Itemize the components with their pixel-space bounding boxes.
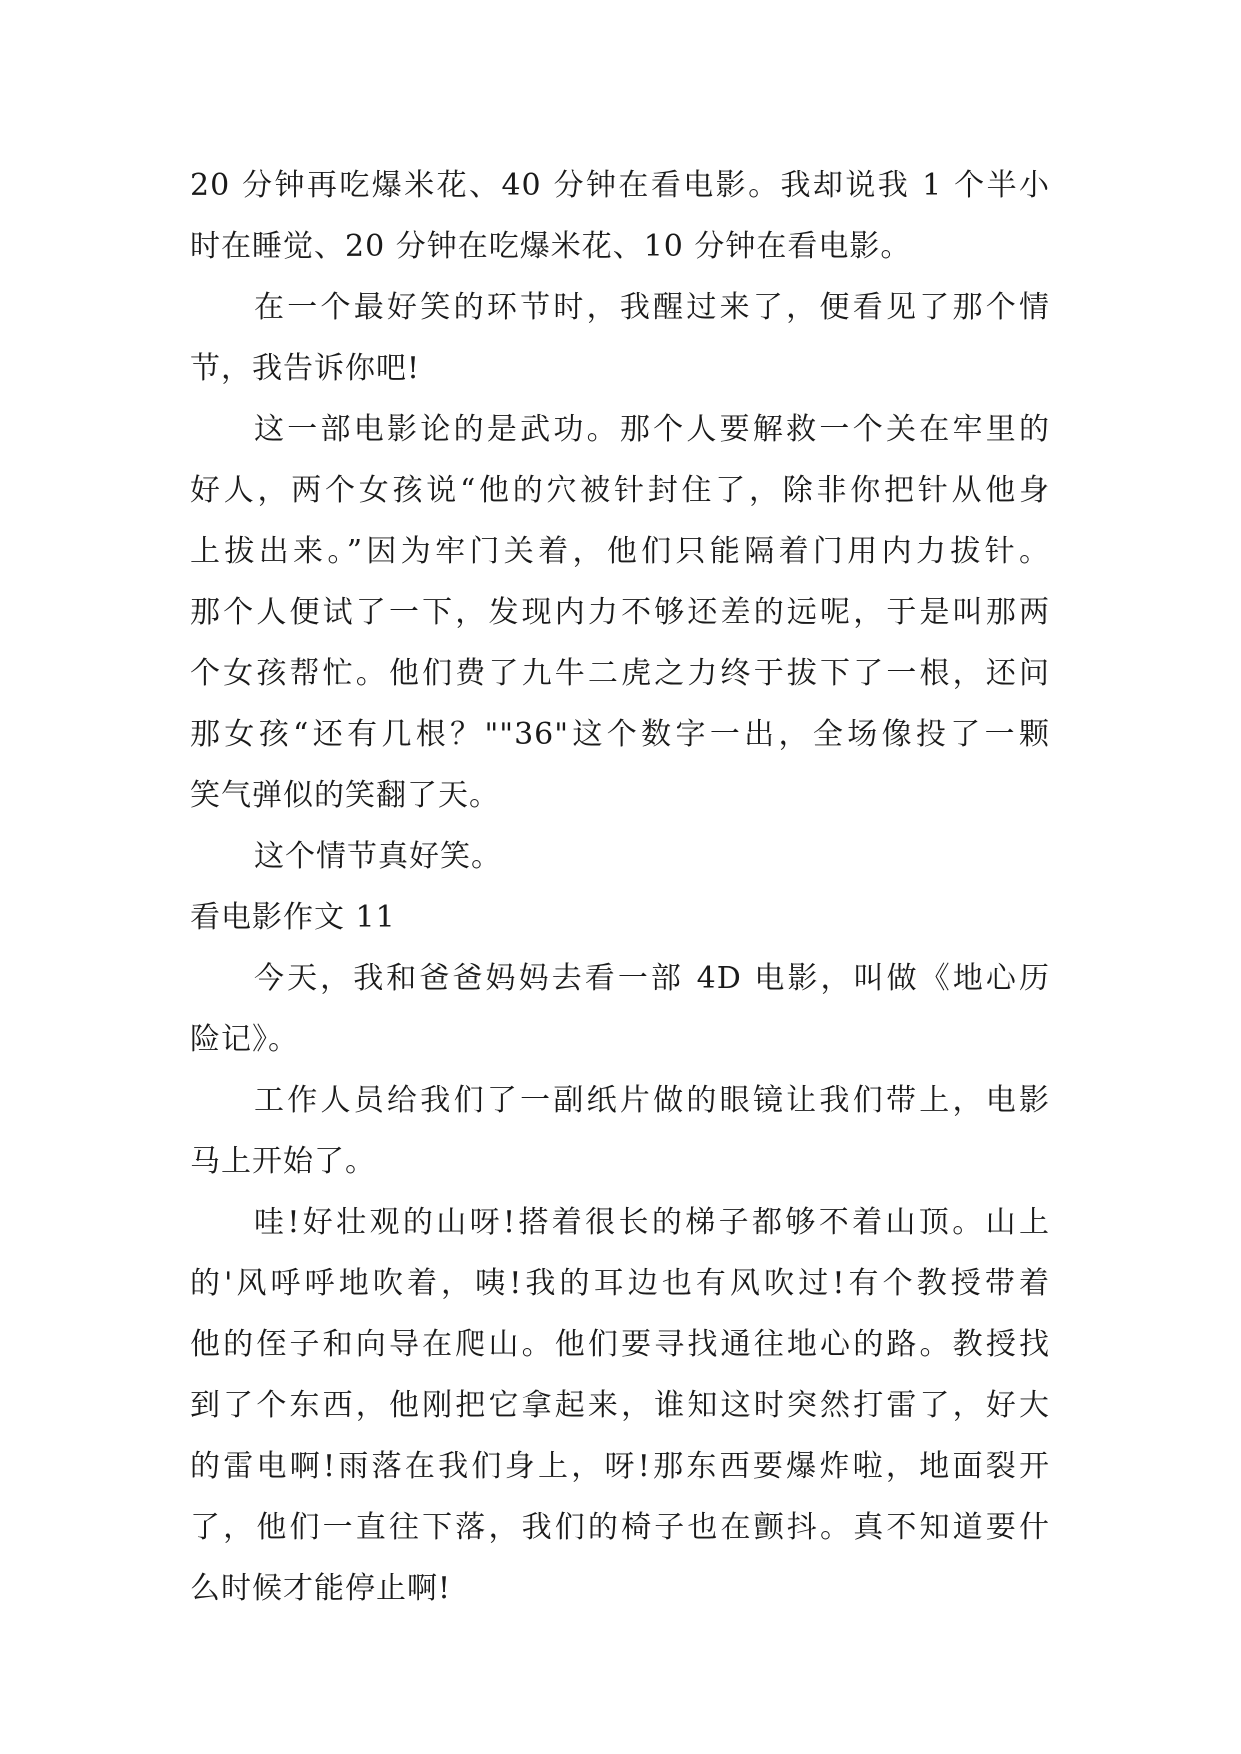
text-line: 么时候才能停止啊! bbox=[190, 1571, 452, 1606]
text-line: 那个人便试了一下，发现内力不够还差的远呢，于是叫那两 bbox=[190, 595, 1050, 630]
text-line: 20 分钟再吃爆米花、40 分钟在看电影。我却说我 1 个半小 bbox=[190, 168, 1050, 203]
paragraph-start-line: 工作人员给我们了一副纸片做的眼镜让我们带上，电影 bbox=[254, 1083, 1050, 1118]
section-heading: 看电影作文 11 bbox=[190, 900, 396, 935]
paragraph-start-line: 在一个最好笑的环节时，我醒过来了，便看见了那个情 bbox=[254, 290, 1050, 325]
text-line: 马上开始了。 bbox=[190, 1144, 376, 1179]
text-line: 到了个东西，他刚把它拿起来，谁知这时突然打雷了，好大 bbox=[190, 1388, 1050, 1423]
text-line: 上拔出来。”因为牢门关着，他们只能隔着门用内力拔针。 bbox=[190, 534, 1050, 569]
paragraph-start-line: 哇!好壮观的山呀!搭着很长的梯子都够不着山顶。山上 bbox=[254, 1205, 1050, 1240]
text-line: 节，我告诉你吧! bbox=[190, 351, 421, 386]
text-line: 好人，两个女孩说“他的穴被针封住了，除非你把针从他身 bbox=[190, 473, 1050, 508]
document-page bbox=[190, 155, 1050, 1619]
text-line: 那女孩“还有几根？""36"这个数字一出，全场像投了一颗 bbox=[190, 717, 1050, 752]
paragraph-start-line: 今天，我和爸爸妈妈去看一部 4D 电影，叫做《地心历 bbox=[254, 961, 1050, 996]
paragraph-start-line: 这个情节真好笑。 bbox=[254, 839, 502, 874]
paragraph-start-line: 这一部电影论的是武功。那个人要解救一个关在牢里的 bbox=[254, 412, 1050, 447]
text-line: 的'风呼呼地吹着，咦!我的耳边也有风吹过!有个教授带着 bbox=[190, 1266, 1050, 1301]
text-line: 时在睡觉、20 分钟在吃爆米花、10 分钟在看电影。 bbox=[190, 229, 912, 264]
text-line: 个女孩帮忙。他们费了九牛二虎之力终于拔下了一根，还问 bbox=[190, 656, 1050, 691]
text-line: 险记》。 bbox=[190, 1022, 299, 1057]
text-line: 的雷电啊!雨落在我们身上，呀!那东西要爆炸啦，地面裂开 bbox=[190, 1449, 1050, 1484]
text-line: 他的侄子和向导在爬山。他们要寻找通往地心的路。教授找 bbox=[190, 1327, 1050, 1362]
text-line: 了，他们一直往下落，我们的椅子也在颤抖。真不知道要什 bbox=[190, 1510, 1050, 1545]
text-line: 笑气弹似的笑翻了天。 bbox=[190, 778, 500, 813]
